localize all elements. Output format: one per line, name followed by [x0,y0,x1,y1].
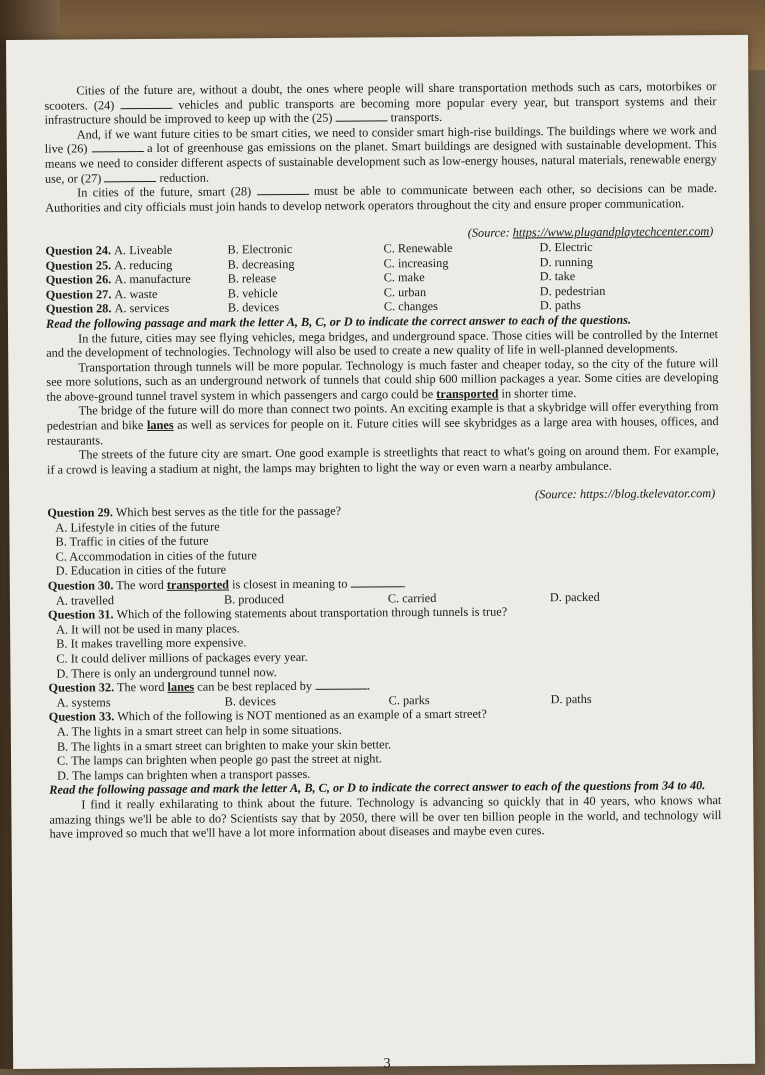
q31-option-c[interactable]: C. It could deliver millions of packages every year. [56,649,308,666]
q24-option-c[interactable]: C. Renewable [383,240,453,256]
blank-28[interactable] [257,184,309,195]
q25-option-d[interactable]: D. running [539,254,593,269]
q31-option-b[interactable]: B. It makes travelling more expensive. [56,635,247,652]
underlined-word-lanes: lanes [146,417,174,433]
q28-option-d[interactable]: D. paths [539,298,581,313]
q33-option-a[interactable]: A. The lights in a smart street can help in some situations. [56,722,342,739]
page-number: 3 [383,1056,391,1072]
source-link-1[interactable]: https://www.plugandplaytechcenter.com [512,224,710,240]
q32-option-d[interactable]: D. paths [550,691,592,706]
question-29: Question 29. Which best serves as the title for the passage? A. Lifestyle in cities of the future B. Traffic in cities of the future C. Accommodation in cities of the future D. Education in cities of the future [47,501,719,579]
instruction-reading-1: Read the following passage and mark the letter A, B, C, or D to indicate the correct answer to each of the questions. [45,312,632,331]
q31-option-a[interactable]: A. It will not be used in many places. [56,621,240,637]
q29-option-b[interactable]: B. Traffic in cities of the future [55,533,209,549]
q27-option-b[interactable]: B. vehicle [227,285,278,301]
exam-page [6,35,755,1072]
passage2-paragraph2: Transportation through tunnels will be more popular. Technology is much faster and cheaper today, so the city of the future will see more solutions, such as an underground network of tunnels that could ship 600 million packages a year. Some cities are developing the above-ground tunnel travel system in which passengers and cargo could be transported in shorter time. [46,355,719,404]
question-27-row: Question 27. A. waste B. vehicle C. urban D. pedestrian [46,283,718,302]
q29-option-c[interactable]: C. Accommodation in cities of the future [55,548,257,564]
q26-option-b[interactable]: B. release [227,271,277,286]
source-citation-1: (Source: https://www.plugandplaytechcenter.com) [467,224,714,241]
q28-option-a[interactable]: A. services [114,301,170,316]
q28-option-b[interactable]: B. devices [227,300,280,315]
q30-option-a[interactable]: A. travelled [55,592,115,608]
q32-option-a[interactable]: A. systems [56,695,111,710]
q24-option-d[interactable]: D. Electric [539,239,593,255]
blank-25[interactable] [335,111,387,122]
q25-option-b[interactable]: B. decreasing [227,256,295,271]
q26-option-d[interactable]: D. take [539,269,576,284]
question-24-row: Question 24. A. Liveable B. Electronic C. Renewable D. Electric [45,239,717,258]
q30-option-b[interactable]: B. produced [223,591,285,607]
q27-option-d[interactable]: D. pedestrian [539,283,606,298]
question-25-row: Question 25. A. reducing B. decreasing C. increasing D. running [46,254,718,273]
instruction-reading-2: Read the following passage and mark the letter A, B, C, or D to indicate the correct answer to each of the questions from 34 to 40. [49,778,706,798]
passage2-paragraph4: The streets of the future city are smart. One good example is streetlights that react to what's going on around them. For example, if a crowd is leaving a stadium at night, the lamps may brighten to light the way or even warn a nearby ambulance. [46,443,719,477]
blank-27[interactable] [104,171,156,182]
question-26-row: Question 26. A. manufacture B. release C. make D. take [46,268,718,287]
q28-option-c[interactable]: C. changes [383,299,438,314]
q25-option-a[interactable]: A. reducing [114,257,173,272]
page-content [44,79,722,1072]
q29-option-d[interactable]: D. Education in cities of the future [55,562,227,579]
q30-option-d[interactable]: D. packed [549,589,600,604]
q33-option-c[interactable]: C. The lamps can brighten when people go past the street at night. [56,751,382,768]
question-31: Question 31. Which of the following statements about transportation through tunnels is true? A. It will not be used in many places. B. It makes travelling more expensive. C. It could deliver millions of packages every year. D. There is only an underground tunnel now. [48,603,720,681]
blank-26[interactable] [91,141,143,152]
passage2-paragraph1: In the future, cities may see flying vehicles, mega bridges, and underground space. Those cities will be controlled by the Internet and the development of technologies. Technology will also be used to create a new quality of life in well-planned developments. [46,326,719,360]
q26-option-a[interactable]: A. manufacture [114,271,191,287]
q26-option-c[interactable]: C. make [383,270,425,285]
q32-answer-blank[interactable] [315,679,367,690]
q31-option-d[interactable]: D. There is only an underground tunnel now. [56,664,277,681]
blank-24[interactable] [120,97,172,108]
q25-option-c[interactable]: C. increasing [383,255,449,270]
q33-option-d[interactable]: D. The lamps can brighten when a transport passes. [57,766,311,783]
question-33: Question 33. Which of the following is NOT mentioned as an example of a smart street? A. The lights in a smart street can help in some situations. B. The lights in a smart street can brighten to make your skin better. C. The lamps can brighten when people go past the street at night. D. The lamps can brighten when a transport passes. [49,705,721,783]
passage1-paragraph2: And, if we want future cities to be smart cities, we need to consider smart high-rise buildings. The buildings where we work and live (26) a lot of greenhouse gas emissions on the planet. Smart buildings are designed with sustainable development. This means we need to consider different aspects of sustainable development such as low-energy houses, natural materials, renewable energy use, or (27) reduction. [44,122,717,186]
question-32: Question 32. The word lanes can be best replaced by . A. systems B. devices C. parks D. paths [48,676,720,710]
q32-option-b[interactable]: B. devices [224,693,276,709]
q24-option-b[interactable]: B. Electronic [227,241,293,257]
cloze-questions [45,239,717,317]
question-28-row: Question 28. A. services B. devices C. changes D. paths [46,297,718,316]
passage1-paragraph3: In cities of the future, smart (28) must be able to communicate between each other, so decisions can be made. Authorities and city officials must join hands to develop network operators throughout the city and ensure proper communication. [45,181,718,215]
q27-option-c[interactable]: C. urban [383,284,427,300]
q27-option-a[interactable]: A. waste [114,286,158,301]
q30-option-c[interactable]: C. carried [387,590,437,605]
underlined-word-transported: transported [436,386,499,401]
passage2-paragraph3: The bridge of the future will do more than connect two points. An exciting example is that a skybridge will offer everything from pedestrian and bike lanes as well as services for people on it. Future cities will see skybridges as a large area with houses, offices, and restaurants. [46,399,719,448]
q30-answer-blank[interactable] [351,576,403,587]
q24-option-a[interactable]: A. Liveable [114,242,173,258]
q33-option-b[interactable]: B. The lights in a smart street can brighten to make your skin better. [56,736,392,754]
q29-option-a[interactable]: A. Lifestyle in cities of the future [55,519,220,535]
passage1-paragraph1: Cities of the future are, without a doubt, the ones where people will share transportation methods such as cars, motorbikes or scooters. (24) vehicles and public transports are becoming more popular every year, but transport systems and their infrastructure should be improved to keep up with the (25) transports. [44,79,717,127]
q32-option-c[interactable]: C. parks [388,692,430,708]
source-citation-2: (Source: https://blog.tkelevator.com) [534,486,716,502]
question-30: Question 30. The word transported is closest in meaning to . A. travelled B. produced C. carried D. packed [48,574,720,608]
passage3-paragraph1: I find it really exhilarating to think about the future. Technology is advancing so quickly that in 40 years, who knows what amazing things we'll be able to do? Scientists say that by 2050, there will be over ten billion people in the world, and technology will have improved so much that we'll have a lot more information about diseases and maybe even cures. [49,792,722,841]
